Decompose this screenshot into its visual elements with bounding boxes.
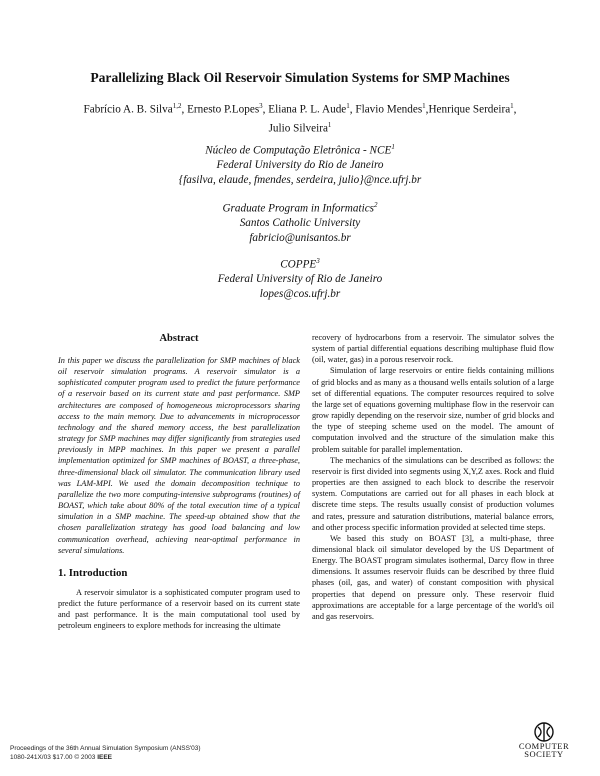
footer-copyright: 1080-241X/03 $17.00 © 2003 IEEE — [10, 753, 113, 761]
affiliation-name: Graduate Program in Informatics$^2$ — [222, 201, 378, 215]
affiliation-email: lopes@cos.ufrj.br — [259, 288, 341, 301]
affiliation-name: Núcleo de Computação Eletrônica - NCE$^1$ — [205, 143, 395, 157]
author-name: Fabrício A. B. Silva — [83, 103, 173, 116]
affiliation-coppe — [100, 254, 500, 302]
footer-proceedings: Proceedings of the 36th Annual Simulation Symposium (ANSS'03) — [10, 745, 201, 752]
page-footer — [10, 745, 201, 762]
author-name: Ernesto P.Lopes — [187, 103, 260, 116]
abstract-text: In this paper we discuss the parallelization for SMP machines of black oil reservoir simulation programs. A reservoir simulator is a sophisticated computer program used to predict the future performance of a reservoir based on its current state and past performance. SMP architectures are composed of homogeneous microprocessors sharing access to the main memory. Due to advancements in microprocessor technology and the shared memory access, the best parallelization strategy for SMP machines may differ significantly from strategies used previously in MPP machines. In this paper we present a parallel implementation optimized for SMP machines of BOAST, a three-phase, three-dimensional black oil simulator. The communication library used was LAM-MPI. We used the domain decomposition technique to parallelize the two more computing-intensive subprograms (routines) of BOAST, which take about 80% of the total execution time of a typical simulation in a SMP machine. The speed-up obtained show that the chosen parallelization strategy has good load balancing and low communication overhead, achieving near-optimal performance in several simulations. — [58, 356, 300, 555]
logo-line-society: SOCIETY — [524, 749, 564, 759]
affiliation-email: fabricio@unisantos.br — [249, 232, 351, 245]
intro-paragraph-4: We based this study on BOAST [3], a multi-phase, three dimensional black oil simulator developed by the US Department of Energy. The BOAST program simulates isothermal, Darcy flow in three dimensions. It assumes reservoir fluids can be described by three fluid phases (oil, gas, and water) of constant composition with physical properties that depend on pressure only. These reservoir fluid approximations are acceptable for a large percentage of the world's oil and gas reservoirs. — [312, 533, 554, 621]
abstract-heading: Abstract — [159, 333, 199, 344]
author-name: Henrique Serdeira — [428, 103, 511, 116]
intro-paragraph-3: The mechanics of the simulations can be described as follows: the reservoir is first divided into segments using X,Y,Z axes. Rock and fluid properties are then assigned to each block to describe the reservoir system. Computations are carried out for all phases in each block at discrete time steps. The results usually consist of production volumes and rates, pressure and saturation distributions, material balance errors, and other process specific information provided at selected time steps. — [312, 455, 554, 532]
ieee-computer-society-logo-icon — [534, 722, 554, 742]
author-affiliation-mark: 1,2 — [172, 102, 182, 110]
author-affiliation-mark: 3 — [259, 102, 263, 110]
author-affiliation-mark: 1 — [346, 102, 350, 110]
affiliation-institution: Federal University of Rio de Janeiro — [217, 273, 383, 286]
computer-society-logo — [510, 722, 578, 766]
right-column — [312, 332, 554, 622]
footer-ieee: IEEE — [97, 753, 113, 761]
paper-title: Parallelizing Black Oil Reservoir Simulation Systems for SMP Machines — [90, 70, 510, 85]
intro-paragraph-1: A reservoir simulator is a sophisticated computer program used to predict the future performance of a reservoir based on its current state and past performance. It is the main computational tool used by petroleum engineers to explore methods for increasing the ultimate — [58, 587, 300, 631]
affiliation-name: COPPE$^3$ — [280, 257, 320, 271]
affiliation-nce — [100, 140, 500, 188]
author-name: Eliana P. L. Aude — [268, 103, 347, 116]
author-name: Flavio Mendes — [355, 103, 423, 116]
affiliation-unisantos — [100, 198, 500, 246]
affiliation-email: {fasilva, elaude, fmendes, serdeira, julio}@nce.ufrj.br — [178, 174, 422, 187]
intro-paragraph-2: Simulation of large reservoirs or entire fields containing millions of grid blocks and as many as a thousand wells entails solution of a large set of differential equations. The computer resources required to solve the large set of equations governing multiphase flow in the reservoir can grow rapidly depending on the reservoir size, number of grid blocks and the type of steeping scheme used on the model. The amount of computation involved and the structure of the simulation make this problem suitable for parallel implementation. — [312, 366, 554, 454]
affiliation-institution: Santos Catholic University — [239, 217, 361, 230]
affiliation-institution: Federal University do Rio de Janeiro — [216, 159, 384, 172]
author-affiliation-mark: 1 — [422, 102, 426, 110]
author-list: Fabrício A. B. Silva$^{1,2}$, Ernesto P.Lopes$^3$, Eliana P. L. Aude$^1$, Flavio Mendes$^1$,Henrique Serdeira$^1$, Julio Silveira$^1$ — [83, 102, 517, 135]
logo-line-computer: COMPUTER — [518, 741, 570, 751]
left-column — [58, 332, 300, 631]
intro-paragraph-1-continued: recovery of hydrocarbons from a reservoir. The simulator solves the system of partial differential equations describing multiphase fluid flow (oil, water, gas) in a porous reservoir rock. — [312, 333, 554, 365]
introduction-heading: 1. Introduction — [58, 566, 128, 579]
author-affiliation-mark: 1 — [510, 102, 514, 110]
author-affiliation-mark: 1 — [327, 120, 332, 129]
author-name: Julio Silveira — [268, 122, 328, 135]
